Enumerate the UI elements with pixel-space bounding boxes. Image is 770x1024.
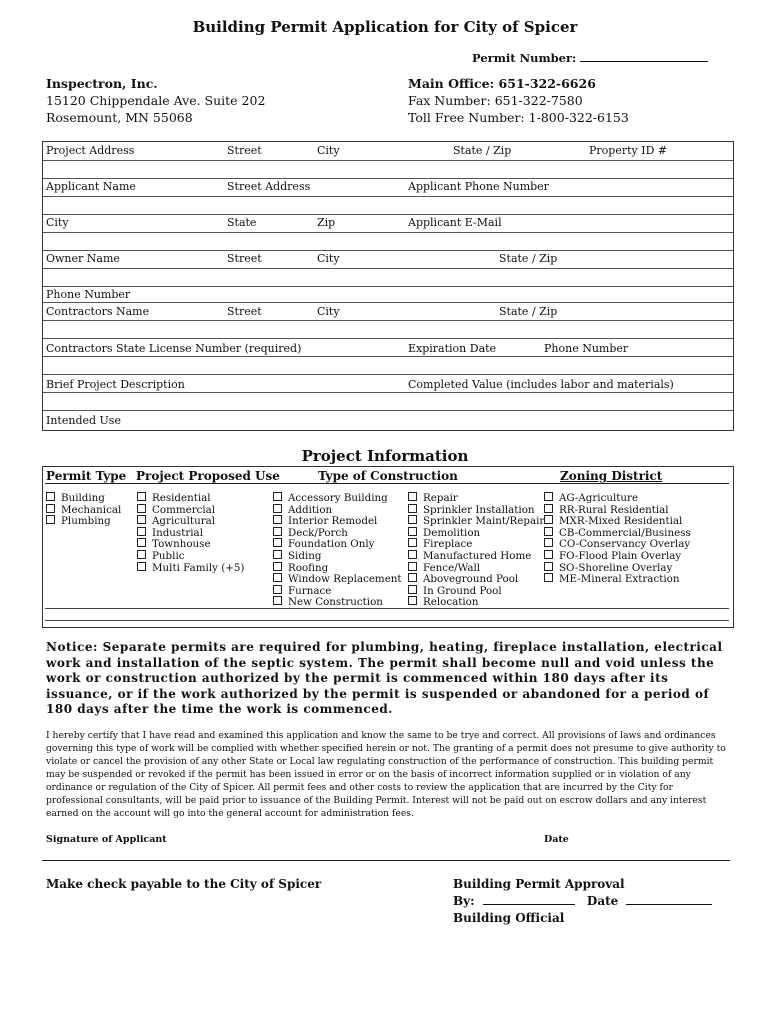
checkbox-icon[interactable]: [46, 515, 55, 524]
checkbox-label: Aboveground Pool: [423, 573, 519, 586]
checkbox-icon[interactable]: [408, 585, 417, 594]
company-address-1: 15120 Chippendale Ave. Suite 202: [46, 93, 266, 108]
certification-text: I hereby certify that I have read and examined this application and know the same to be trye and correct. All provisions of laws and ordinances governing this type of work will be complied with whether specified herein or not. The granting of a permit does not presume to give authority to violate or cancel the provision of any other State or Local law regulating construction of the performance of construction. This building permit may be suspended or revoked if the permit has been issued in error or on the basis of incorrect information supplied or in violation of any ordinance or regulation of the City of Spicer. All permit fees and other costs to review the application that are incurred by the City for professional consultants, will be paid prior to issuance of the Building Permit. Interest will not be paid out on escrow dollars and any interest earned on the account will go into the general account for administration fees.: [46, 730, 726, 819]
property-id-label: Property ID #: [589, 144, 668, 157]
checkbox-icon[interactable]: [137, 550, 146, 559]
phone-number-label: Phone Number: [46, 288, 131, 301]
zoning-checkbox[interactable]: [544, 573, 691, 585]
construction-list-b: [408, 492, 544, 608]
checkbox-label: Plumbing: [61, 515, 111, 528]
construction-type-checkbox[interactable]: [408, 504, 544, 516]
form-title: Building Permit Application for City of Spicer: [192, 18, 578, 36]
construction-type-checkbox[interactable]: [273, 538, 402, 550]
applicant-info-grid: [42, 141, 734, 431]
construction-type-checkbox[interactable]: [273, 596, 402, 608]
checkbox-label: Sprinkler Maint/Repair: [423, 515, 545, 528]
zoning-checkbox[interactable]: [544, 527, 691, 539]
approval-by-label: By:: [453, 894, 475, 908]
owner-name-label: Owner Name: [46, 252, 120, 265]
approval-by-blank[interactable]: [483, 893, 575, 905]
construction-type-checkbox[interactable]: [273, 515, 402, 527]
checkbox-icon[interactable]: [544, 562, 553, 571]
zoning-checkbox[interactable]: [544, 562, 691, 574]
checkbox-label: Furnace: [288, 584, 332, 597]
checkbox-label: RR-Rural Residential: [559, 503, 669, 516]
construction-type-checkbox[interactable]: [273, 562, 402, 574]
checkbox-icon[interactable]: [273, 573, 282, 582]
toll-free-number: Toll Free Number: 1-800-322-6153: [408, 110, 629, 125]
checkbox-icon[interactable]: [273, 596, 282, 605]
fax-number: Fax Number: 651-322-7580: [408, 93, 583, 108]
permit-type-checkbox[interactable]: [46, 504, 121, 516]
checkbox-icon[interactable]: [408, 515, 417, 524]
project-state-zip-label: State / Zip: [453, 144, 512, 157]
checkbox-label: FO-Flood Plain Overlay: [559, 549, 682, 562]
owner-state-zip-label: State / Zip: [499, 252, 558, 265]
checkbox-icon[interactable]: [273, 527, 282, 536]
construction-type-checkbox[interactable]: [408, 596, 544, 608]
checkbox-icon[interactable]: [408, 562, 417, 571]
signature-line[interactable]: [42, 860, 730, 861]
checkbox-icon[interactable]: [273, 550, 282, 559]
checkbox-label: New Construction: [288, 596, 383, 609]
approval-by-row: [453, 893, 712, 910]
notice-text: Notice: Separate permits are required for plumbing, heating, fireplace installation, electrical work and installation of the septic system. The permit shall become null and void unless the work or construction authorized by the permit is commenced within 180 days after its issuance, or if the work authorized by the permit is suspended or abandoned for a period of 180 days after the time the work is commenced.: [46, 640, 723, 716]
proposed-use-checkbox[interactable]: [137, 492, 244, 504]
checkbox-label: Commercial: [152, 503, 216, 516]
checkbox-label: Accessory Building: [288, 492, 388, 504]
contractor-street-label: Street: [227, 305, 262, 318]
checkbox-label: Fireplace: [423, 538, 473, 551]
owner-city-label: City: [317, 252, 340, 265]
brief-description-label: Brief Project Description: [46, 378, 185, 391]
zoning-checkbox[interactable]: [544, 550, 691, 562]
checkbox-icon[interactable]: [408, 573, 417, 582]
checkbox-label: CB-Commercial/Business: [559, 526, 691, 539]
checkbox-icon[interactable]: [544, 492, 553, 501]
checkbox-label: Roofing: [288, 561, 329, 574]
checkbox-icon[interactable]: [46, 504, 55, 513]
approval-date-blank[interactable]: [626, 893, 712, 905]
office-block: [408, 75, 629, 126]
contractor-license-label: Contractors State License Number (required): [46, 342, 302, 355]
applicant-city-label: City: [46, 216, 69, 229]
zoning-checkbox[interactable]: [544, 504, 691, 516]
checkbox-icon[interactable]: [273, 492, 282, 501]
applicant-name-label: Applicant Name: [46, 180, 136, 193]
checkbox-label: AG-Agriculture: [559, 492, 639, 504]
project-street-label: Street: [227, 144, 262, 157]
checkbox-icon[interactable]: [273, 515, 282, 524]
construction-type-checkbox[interactable]: [408, 527, 544, 539]
checkbox-label: Fence/Wall: [423, 561, 481, 574]
zoning-list: [544, 492, 691, 585]
checkbox-label: MXR-Mixed Residential: [559, 515, 683, 528]
checkbox-icon[interactable]: [137, 504, 146, 513]
checkbox-label: Agricultural: [152, 515, 216, 528]
zoning-checkbox[interactable]: [544, 492, 691, 504]
checkbox-label: Residential: [152, 492, 211, 504]
permit-number-label: Permit Number:: [472, 51, 577, 65]
applicant-street-address-label: Street Address: [227, 180, 311, 193]
checkbox-icon[interactable]: [408, 550, 417, 559]
checkbox-label: Industrial: [152, 526, 203, 539]
permit-type-header: Permit Type: [46, 469, 127, 483]
checkbox-icon[interactable]: [137, 492, 146, 501]
checkbox-label: CO-Conservancy Overlay: [559, 538, 691, 551]
checkbox-icon[interactable]: [273, 562, 282, 571]
checkbox-label: Siding: [288, 549, 322, 562]
checkbox-icon[interactable]: [544, 527, 553, 536]
checkbox-icon[interactable]: [137, 562, 146, 571]
signature-label: Signature of Applicant: [46, 834, 167, 845]
applicant-phone-label: Applicant Phone Number: [408, 180, 549, 193]
checkbox-label: Manufactured Home: [423, 549, 532, 562]
checkbox-label: In Ground Pool: [423, 584, 502, 597]
construction-type-checkbox[interactable]: [273, 585, 402, 597]
checkbox-icon[interactable]: [273, 538, 282, 547]
header-underline: [45, 483, 729, 484]
checkbox-icon[interactable]: [408, 504, 417, 513]
construction-type-header: Type of Construction: [318, 469, 458, 483]
checkbox-icon[interactable]: [408, 492, 417, 501]
contractor-phone-label: Phone Number: [544, 342, 629, 355]
proposed-use-checkbox[interactable]: [137, 504, 244, 516]
construction-type-checkbox[interactable]: [408, 573, 544, 585]
proposed-use-checkbox[interactable]: [137, 550, 244, 562]
checkbox-label: Demolition: [423, 526, 481, 539]
construction-type-checkbox[interactable]: [273, 527, 402, 539]
construction-type-checkbox[interactable]: [408, 550, 544, 562]
checkbox-label: Deck/Porch: [288, 526, 348, 539]
permit-number-blank[interactable]: [580, 50, 708, 62]
construction-type-checkbox[interactable]: [408, 538, 544, 550]
applicant-zip-label: Zip: [317, 216, 336, 229]
completed-value-label: Completed Value (includes labor and materials): [408, 378, 674, 391]
checkbox-label: Addition: [288, 503, 333, 516]
permit-type-checkbox[interactable]: [46, 492, 121, 504]
contractor-state-zip-label: State / Zip: [499, 305, 558, 318]
date-label: Date: [544, 834, 569, 845]
building-official-label: Building Official: [453, 911, 565, 925]
project-address-label: Project Address: [46, 144, 135, 157]
approval-block: [453, 876, 712, 927]
proposed-use-checkbox[interactable]: [137, 538, 244, 550]
construction-type-checkbox[interactable]: [408, 492, 544, 504]
checkbox-label: Public: [152, 549, 185, 562]
checkbox-icon[interactable]: [408, 596, 417, 605]
project-information-heading: Project Information: [301, 447, 469, 465]
checkbox-icon[interactable]: [544, 538, 553, 547]
checkbox-icon[interactable]: [544, 550, 553, 559]
permit-number-field[interactable]: [472, 50, 708, 65]
check-payable-text: Make check payable to the City of Spicer: [46, 877, 322, 891]
proposed-use-header: Project Proposed Use: [136, 469, 280, 483]
permit-type-checkbox[interactable]: [46, 515, 121, 527]
construction-list-a: [273, 492, 402, 608]
zoning-checkbox[interactable]: [544, 515, 691, 527]
proposed-use-checkbox[interactable]: [137, 527, 244, 539]
applicant-email-label: Applicant E-Mail: [408, 216, 502, 229]
company-block: [46, 75, 265, 126]
checkbox-label: Building: [61, 492, 105, 504]
zoning-checkbox[interactable]: [544, 538, 691, 550]
contractors-name-label: Contractors Name: [46, 305, 150, 318]
construction-type-checkbox[interactable]: [273, 550, 402, 562]
construction-type-checkbox[interactable]: [408, 562, 544, 574]
checkbox-label: Window Replacement: [288, 573, 402, 586]
applicant-state-label: State: [227, 216, 257, 229]
blank-line-1[interactable]: [45, 608, 729, 609]
checkbox-icon[interactable]: [408, 538, 417, 547]
checkbox-label: Townhouse: [152, 538, 211, 551]
permit-type-list: [46, 492, 121, 527]
checkbox-icon[interactable]: [46, 492, 55, 501]
checkbox-icon[interactable]: [273, 504, 282, 513]
checkbox-icon[interactable]: [408, 527, 417, 536]
checkbox-label: Relocation: [423, 596, 479, 609]
checkbox-label: Mechanical: [61, 503, 122, 516]
main-office: Main Office: 651-322-6626: [408, 76, 596, 91]
blank-line-2[interactable]: [45, 620, 729, 621]
construction-type-checkbox[interactable]: [273, 492, 402, 504]
project-information-box: [42, 466, 734, 628]
approval-title: Building Permit Approval: [453, 877, 625, 891]
proposed-use-checkbox[interactable]: [137, 515, 244, 527]
checkbox-label: SO-Shoreline Overlay: [559, 561, 673, 574]
expiration-date-label: Expiration Date: [408, 342, 497, 355]
company-name: Inspectron, Inc.: [46, 76, 158, 91]
proposed-use-list: [137, 492, 244, 573]
construction-type-checkbox[interactable]: [273, 504, 402, 516]
checkbox-label: Interior Remodel: [288, 515, 378, 528]
project-city-label: City: [317, 144, 340, 157]
intended-use-label: Intended Use: [46, 414, 121, 427]
checkbox-label: Repair: [423, 492, 458, 504]
construction-type-checkbox[interactable]: [273, 573, 402, 585]
approval-date-label: Date: [586, 894, 619, 908]
checkbox-icon[interactable]: [137, 515, 146, 524]
checkbox-icon[interactable]: [544, 573, 553, 582]
checkbox-label: Foundation Only: [288, 538, 375, 551]
owner-street-label: Street: [227, 252, 262, 265]
checkbox-label: Multi Family (+5): [152, 561, 245, 574]
proposed-use-checkbox[interactable]: [137, 562, 244, 574]
checkbox-label: Sprinkler Installation: [423, 503, 535, 516]
zoning-district-header: Zoning District: [560, 469, 663, 483]
contractor-city-label: City: [317, 305, 340, 318]
checkbox-icon[interactable]: [273, 585, 282, 594]
company-address-2: Rosemount, MN 55068: [46, 110, 193, 125]
construction-type-checkbox[interactable]: [408, 515, 544, 527]
construction-type-checkbox[interactable]: [408, 585, 544, 597]
checkbox-icon[interactable]: [544, 515, 553, 524]
checkbox-icon[interactable]: [544, 504, 553, 513]
checkbox-label: ME-Mineral Extraction: [559, 573, 680, 586]
checkbox-icon[interactable]: [137, 538, 146, 547]
checkbox-icon[interactable]: [137, 527, 146, 536]
